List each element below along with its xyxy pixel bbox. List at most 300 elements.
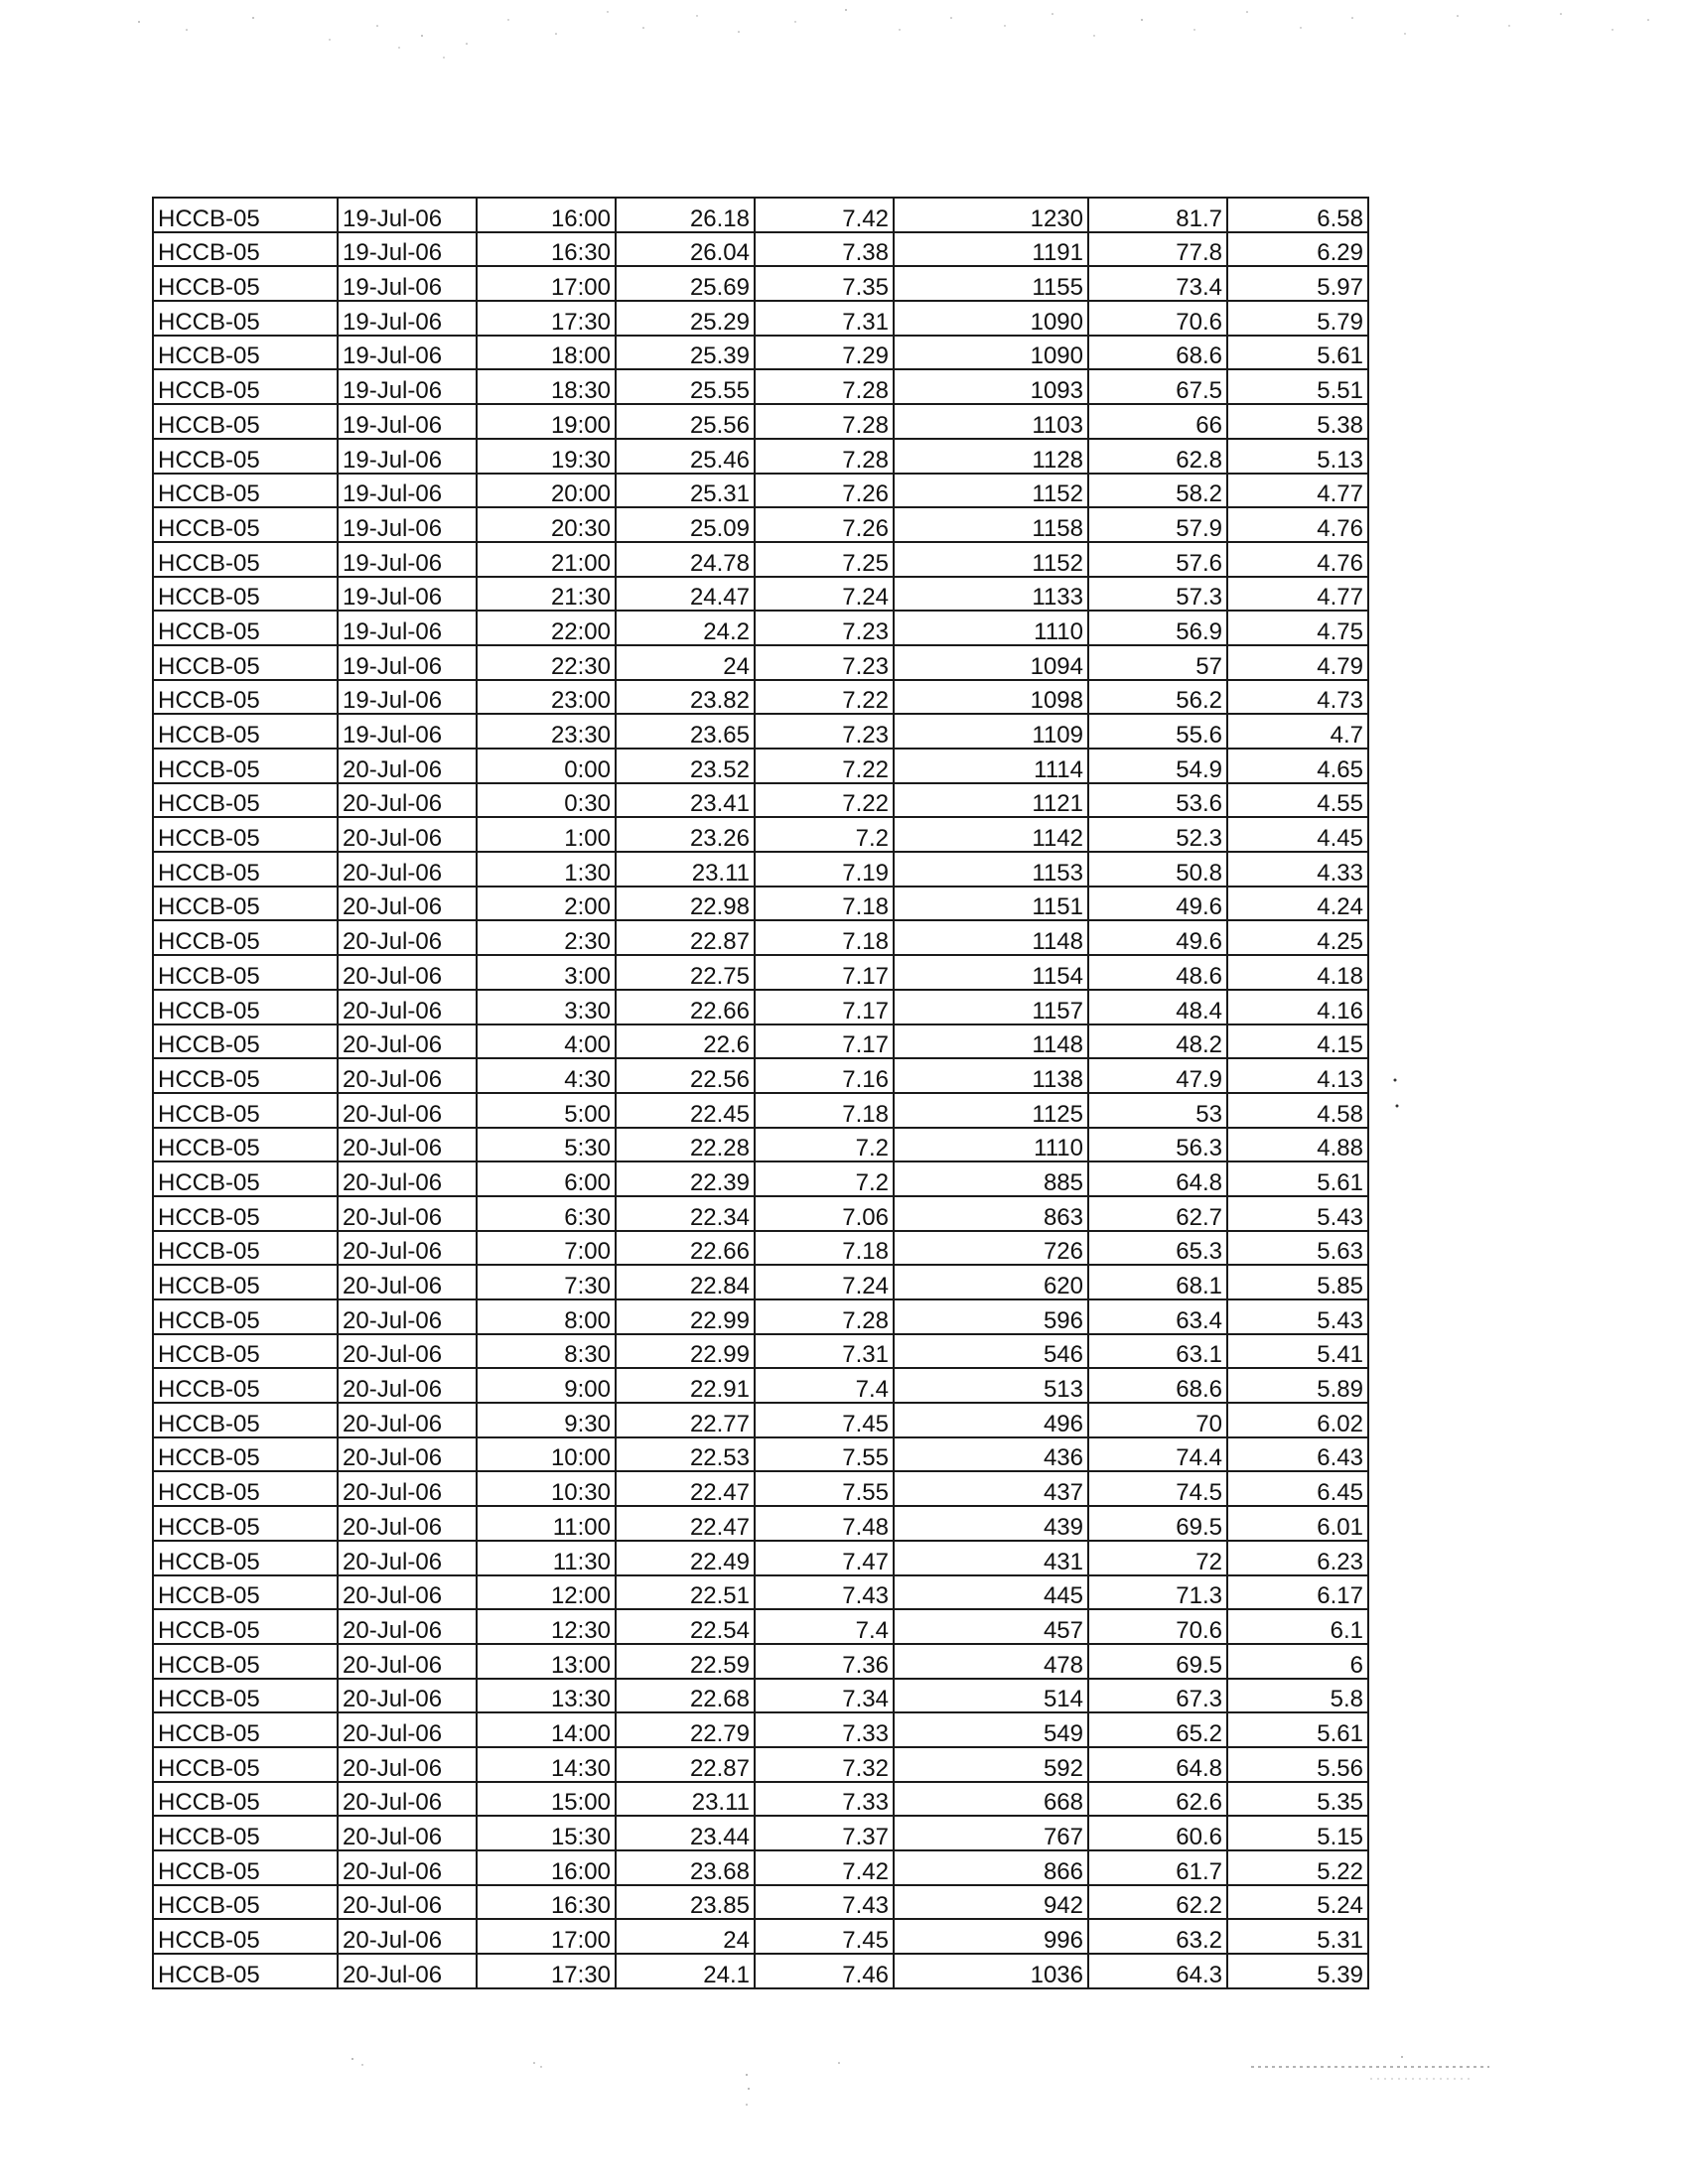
table-row xyxy=(153,577,1368,612)
conductivity-cell: 1036 xyxy=(894,1954,1088,1988)
ph-cell: 7.37 xyxy=(755,1816,894,1850)
temperature-cell: 23.26 xyxy=(616,817,755,852)
date-cell: 19-Jul-06 xyxy=(338,439,477,474)
ph-cell: 7.23 xyxy=(755,645,894,680)
conductivity-cell: 1114 xyxy=(894,749,1088,783)
dissolved-oxygen-cell: 4.45 xyxy=(1227,817,1368,852)
dissolved-oxygen-cell: 5.79 xyxy=(1227,301,1368,336)
ph-cell: 7.17 xyxy=(755,990,894,1024)
time-cell: 5:30 xyxy=(477,1128,616,1162)
scan-noise-margin xyxy=(1385,1072,1415,1112)
date-cell: 20-Jul-06 xyxy=(338,1403,477,1437)
dissolved-oxygen-cell: 6.02 xyxy=(1227,1403,1368,1437)
ph-cell: 7.18 xyxy=(755,1093,894,1128)
do-saturation-cell: 60.6 xyxy=(1088,1816,1227,1850)
table-row xyxy=(153,1128,1368,1162)
do-saturation-cell: 68.1 xyxy=(1088,1265,1227,1299)
time-cell: 8:30 xyxy=(477,1334,616,1369)
date-cell: 20-Jul-06 xyxy=(338,1299,477,1334)
time-cell: 5:00 xyxy=(477,1093,616,1128)
dissolved-oxygen-cell: 5.13 xyxy=(1227,439,1368,474)
do-saturation-cell: 70.6 xyxy=(1088,1609,1227,1644)
dissolved-oxygen-cell: 5.51 xyxy=(1227,369,1368,404)
table-row xyxy=(153,1575,1368,1610)
table-row xyxy=(153,1609,1368,1644)
station-id-cell: HCCB-05 xyxy=(153,749,338,783)
temperature-cell: 22.56 xyxy=(616,1058,755,1093)
temperature-cell: 22.49 xyxy=(616,1541,755,1575)
table-row xyxy=(153,1506,1368,1541)
temperature-cell: 24.2 xyxy=(616,611,755,645)
ph-cell: 7.38 xyxy=(755,232,894,267)
temperature-cell: 22.34 xyxy=(616,1196,755,1231)
ph-cell: 7.29 xyxy=(755,336,894,370)
do-saturation-cell: 67.5 xyxy=(1088,369,1227,404)
date-cell: 19-Jul-06 xyxy=(338,369,477,404)
temperature-cell: 23.85 xyxy=(616,1885,755,1920)
station-id-cell: HCCB-05 xyxy=(153,1782,338,1817)
temperature-cell: 24.47 xyxy=(616,577,755,612)
temperature-cell: 22.54 xyxy=(616,1609,755,1644)
do-saturation-cell: 71.3 xyxy=(1088,1575,1227,1610)
do-saturation-cell: 70 xyxy=(1088,1403,1227,1437)
table-row xyxy=(153,1850,1368,1885)
ph-cell: 7.4 xyxy=(755,1368,894,1403)
time-cell: 19:30 xyxy=(477,439,616,474)
dissolved-oxygen-cell: 4.75 xyxy=(1227,611,1368,645)
do-saturation-cell: 62.2 xyxy=(1088,1885,1227,1920)
do-saturation-cell: 49.6 xyxy=(1088,920,1227,955)
ph-cell: 7.2 xyxy=(755,817,894,852)
time-cell: 3:00 xyxy=(477,955,616,990)
station-id-cell: HCCB-05 xyxy=(153,369,338,404)
date-cell: 20-Jul-06 xyxy=(338,1954,477,1988)
date-cell: 19-Jul-06 xyxy=(338,577,477,612)
temperature-cell: 25.69 xyxy=(616,266,755,301)
time-cell: 19:00 xyxy=(477,404,616,439)
dissolved-oxygen-cell: 5.61 xyxy=(1227,336,1368,370)
time-cell: 15:00 xyxy=(477,1782,616,1817)
station-id-cell: HCCB-05 xyxy=(153,1747,338,1782)
ph-cell: 7.2 xyxy=(755,1128,894,1162)
time-cell: 6:00 xyxy=(477,1161,616,1196)
table-row xyxy=(153,301,1368,336)
dissolved-oxygen-cell: 4.7 xyxy=(1227,714,1368,749)
dissolved-oxygen-cell: 4.65 xyxy=(1227,749,1368,783)
time-cell: 17:00 xyxy=(477,1919,616,1954)
temperature-cell: 25.55 xyxy=(616,369,755,404)
table-row xyxy=(153,232,1368,267)
ph-cell: 7.23 xyxy=(755,611,894,645)
temperature-cell: 22.98 xyxy=(616,887,755,921)
do-saturation-cell: 66 xyxy=(1088,404,1227,439)
ph-cell: 7.48 xyxy=(755,1506,894,1541)
conductivity-cell: 1155 xyxy=(894,266,1088,301)
dissolved-oxygen-cell: 6.01 xyxy=(1227,1506,1368,1541)
date-cell: 20-Jul-06 xyxy=(338,1231,477,1266)
scan-noise-bottom xyxy=(0,2005,1684,2124)
date-cell: 20-Jul-06 xyxy=(338,1575,477,1610)
time-cell: 14:00 xyxy=(477,1712,616,1747)
temperature-cell: 22.6 xyxy=(616,1024,755,1059)
temperature-cell: 23.44 xyxy=(616,1816,755,1850)
conductivity-cell: 1152 xyxy=(894,542,1088,577)
temperature-cell: 22.47 xyxy=(616,1506,755,1541)
dissolved-oxygen-cell: 4.33 xyxy=(1227,852,1368,887)
time-cell: 0:30 xyxy=(477,783,616,818)
conductivity-cell: 1109 xyxy=(894,714,1088,749)
do-saturation-cell: 54.9 xyxy=(1088,749,1227,783)
conductivity-cell: 1128 xyxy=(894,439,1088,474)
temperature-cell: 22.99 xyxy=(616,1334,755,1369)
table-row xyxy=(153,1541,1368,1575)
conductivity-cell: 478 xyxy=(894,1644,1088,1679)
dissolved-oxygen-cell: 5.43 xyxy=(1227,1196,1368,1231)
temperature-cell: 22.77 xyxy=(616,1403,755,1437)
ph-cell: 7.33 xyxy=(755,1782,894,1817)
station-id-cell: HCCB-05 xyxy=(153,232,338,267)
temperature-cell: 24 xyxy=(616,645,755,680)
ph-cell: 7.25 xyxy=(755,542,894,577)
table-row xyxy=(153,1093,1368,1128)
conductivity-cell: 668 xyxy=(894,1782,1088,1817)
station-id-cell: HCCB-05 xyxy=(153,852,338,887)
do-saturation-cell: 56.2 xyxy=(1088,680,1227,715)
station-id-cell: HCCB-05 xyxy=(153,680,338,715)
dissolved-oxygen-cell: 6.1 xyxy=(1227,1609,1368,1644)
do-saturation-cell: 58.2 xyxy=(1088,474,1227,508)
station-id-cell: HCCB-05 xyxy=(153,474,338,508)
date-cell: 20-Jul-06 xyxy=(338,920,477,955)
temperature-cell: 24.1 xyxy=(616,1954,755,1988)
conductivity-cell: 1090 xyxy=(894,301,1088,336)
station-id-cell: HCCB-05 xyxy=(153,577,338,612)
time-cell: 2:30 xyxy=(477,920,616,955)
dissolved-oxygen-cell: 4.55 xyxy=(1227,783,1368,818)
time-cell: 17:30 xyxy=(477,1954,616,1988)
ph-cell: 7.36 xyxy=(755,1644,894,1679)
table-row xyxy=(153,1231,1368,1266)
do-saturation-cell: 47.9 xyxy=(1088,1058,1227,1093)
dissolved-oxygen-cell: 4.58 xyxy=(1227,1093,1368,1128)
dissolved-oxygen-cell: 4.73 xyxy=(1227,680,1368,715)
time-cell: 23:30 xyxy=(477,714,616,749)
do-saturation-cell: 77.8 xyxy=(1088,232,1227,267)
station-id-cell: HCCB-05 xyxy=(153,1231,338,1266)
ph-cell: 7.45 xyxy=(755,1403,894,1437)
dissolved-oxygen-cell: 5.35 xyxy=(1227,1782,1368,1817)
conductivity-cell: 942 xyxy=(894,1885,1088,1920)
do-saturation-cell: 73.4 xyxy=(1088,266,1227,301)
conductivity-cell: 1094 xyxy=(894,645,1088,680)
date-cell: 20-Jul-06 xyxy=(338,1265,477,1299)
temperature-cell: 22.53 xyxy=(616,1437,755,1472)
date-cell: 20-Jul-06 xyxy=(338,1334,477,1369)
conductivity-cell: 514 xyxy=(894,1679,1088,1713)
dissolved-oxygen-cell: 5.85 xyxy=(1227,1265,1368,1299)
conductivity-cell: 767 xyxy=(894,1816,1088,1850)
time-cell: 0:00 xyxy=(477,749,616,783)
conductivity-cell: 596 xyxy=(894,1299,1088,1334)
dissolved-oxygen-cell: 5.41 xyxy=(1227,1334,1368,1369)
station-id-cell: HCCB-05 xyxy=(153,955,338,990)
temperature-cell: 22.87 xyxy=(616,920,755,955)
temperature-cell: 24.78 xyxy=(616,542,755,577)
ph-cell: 7.18 xyxy=(755,920,894,955)
do-saturation-cell: 72 xyxy=(1088,1541,1227,1575)
ph-cell: 7.06 xyxy=(755,1196,894,1231)
station-id-cell: HCCB-05 xyxy=(153,1850,338,1885)
station-id-cell: HCCB-05 xyxy=(153,439,338,474)
temperature-cell: 23.82 xyxy=(616,680,755,715)
table-row xyxy=(153,645,1368,680)
table-row xyxy=(153,1954,1368,1988)
time-cell: 7:00 xyxy=(477,1231,616,1266)
dissolved-oxygen-cell: 5.63 xyxy=(1227,1231,1368,1266)
do-saturation-cell: 56.9 xyxy=(1088,611,1227,645)
temperature-cell: 26.18 xyxy=(616,198,755,232)
station-id-cell: HCCB-05 xyxy=(153,542,338,577)
table-row xyxy=(153,474,1368,508)
date-cell: 20-Jul-06 xyxy=(338,1471,477,1506)
date-cell: 20-Jul-06 xyxy=(338,990,477,1024)
conductivity-cell: 496 xyxy=(894,1403,1088,1437)
do-saturation-cell: 52.3 xyxy=(1088,817,1227,852)
table-row xyxy=(153,369,1368,404)
time-cell: 15:30 xyxy=(477,1816,616,1850)
conductivity-cell: 592 xyxy=(894,1747,1088,1782)
station-id-cell: HCCB-05 xyxy=(153,1437,338,1472)
time-cell: 1:00 xyxy=(477,817,616,852)
time-cell: 4:30 xyxy=(477,1058,616,1093)
temperature-cell: 22.28 xyxy=(616,1128,755,1162)
dissolved-oxygen-cell: 5.15 xyxy=(1227,1816,1368,1850)
table-row xyxy=(153,1368,1368,1403)
do-saturation-cell: 48.2 xyxy=(1088,1024,1227,1059)
table-row xyxy=(153,1058,1368,1093)
table-row xyxy=(153,611,1368,645)
conductivity-cell: 620 xyxy=(894,1265,1088,1299)
station-id-cell: HCCB-05 xyxy=(153,1679,338,1713)
table-row xyxy=(153,783,1368,818)
date-cell: 19-Jul-06 xyxy=(338,198,477,232)
temperature-cell: 25.46 xyxy=(616,439,755,474)
conductivity-cell: 1148 xyxy=(894,920,1088,955)
time-cell: 20:00 xyxy=(477,474,616,508)
date-cell: 19-Jul-06 xyxy=(338,232,477,267)
conductivity-cell: 1158 xyxy=(894,507,1088,542)
do-saturation-cell: 62.6 xyxy=(1088,1782,1227,1817)
do-saturation-cell: 53 xyxy=(1088,1093,1227,1128)
table-row xyxy=(153,887,1368,921)
date-cell: 19-Jul-06 xyxy=(338,645,477,680)
ph-cell: 7.35 xyxy=(755,266,894,301)
table-row xyxy=(153,336,1368,370)
time-cell: 14:30 xyxy=(477,1747,616,1782)
date-cell: 20-Jul-06 xyxy=(338,1919,477,1954)
table-row xyxy=(153,404,1368,439)
ph-cell: 7.22 xyxy=(755,749,894,783)
ph-cell: 7.31 xyxy=(755,1334,894,1369)
time-cell: 4:00 xyxy=(477,1024,616,1059)
date-cell: 19-Jul-06 xyxy=(338,714,477,749)
dissolved-oxygen-cell: 5.24 xyxy=(1227,1885,1368,1920)
dissolved-oxygen-cell: 5.56 xyxy=(1227,1747,1368,1782)
conductivity-cell: 1138 xyxy=(894,1058,1088,1093)
date-cell: 20-Jul-06 xyxy=(338,1024,477,1059)
do-saturation-cell: 64.8 xyxy=(1088,1161,1227,1196)
date-cell: 20-Jul-06 xyxy=(338,817,477,852)
conductivity-cell: 1142 xyxy=(894,817,1088,852)
temperature-cell: 22.66 xyxy=(616,1231,755,1266)
time-cell: 11:00 xyxy=(477,1506,616,1541)
time-cell: 10:30 xyxy=(477,1471,616,1506)
conductivity-cell: 1098 xyxy=(894,680,1088,715)
temperature-cell: 25.31 xyxy=(616,474,755,508)
do-saturation-cell: 63.2 xyxy=(1088,1919,1227,1954)
ph-cell: 7.22 xyxy=(755,680,894,715)
time-cell: 18:30 xyxy=(477,369,616,404)
station-id-cell: HCCB-05 xyxy=(153,990,338,1024)
conductivity-cell: 726 xyxy=(894,1231,1088,1266)
dissolved-oxygen-cell: 4.76 xyxy=(1227,507,1368,542)
conductivity-cell: 546 xyxy=(894,1334,1088,1369)
dissolved-oxygen-cell: 4.88 xyxy=(1227,1128,1368,1162)
ph-cell: 7.55 xyxy=(755,1437,894,1472)
ph-cell: 7.19 xyxy=(755,852,894,887)
station-id-cell: HCCB-05 xyxy=(153,1816,338,1850)
dissolved-oxygen-cell: 4.24 xyxy=(1227,887,1368,921)
date-cell: 20-Jul-06 xyxy=(338,955,477,990)
ph-cell: 7.4 xyxy=(755,1609,894,1644)
table-row xyxy=(153,542,1368,577)
time-cell: 16:30 xyxy=(477,232,616,267)
conductivity-cell: 1110 xyxy=(894,611,1088,645)
ph-cell: 7.43 xyxy=(755,1575,894,1610)
date-cell: 20-Jul-06 xyxy=(338,1161,477,1196)
dissolved-oxygen-cell: 4.25 xyxy=(1227,920,1368,955)
date-cell: 20-Jul-06 xyxy=(338,1644,477,1679)
temperature-cell: 23.41 xyxy=(616,783,755,818)
ph-cell: 7.18 xyxy=(755,887,894,921)
temperature-cell: 22.45 xyxy=(616,1093,755,1128)
time-cell: 7:30 xyxy=(477,1265,616,1299)
time-cell: 10:00 xyxy=(477,1437,616,1472)
table-row xyxy=(153,1334,1368,1369)
conductivity-cell: 1153 xyxy=(894,852,1088,887)
station-id-cell: HCCB-05 xyxy=(153,507,338,542)
dissolved-oxygen-cell: 5.61 xyxy=(1227,1161,1368,1196)
time-cell: 17:00 xyxy=(477,266,616,301)
station-id-cell: HCCB-05 xyxy=(153,1058,338,1093)
ph-cell: 7.31 xyxy=(755,301,894,336)
date-cell: 19-Jul-06 xyxy=(338,680,477,715)
conductivity-cell: 437 xyxy=(894,1471,1088,1506)
do-saturation-cell: 70.6 xyxy=(1088,301,1227,336)
table-row xyxy=(153,1644,1368,1679)
do-saturation-cell: 67.3 xyxy=(1088,1679,1227,1713)
do-saturation-cell: 57.3 xyxy=(1088,577,1227,612)
station-id-cell: HCCB-05 xyxy=(153,1712,338,1747)
table-row xyxy=(153,817,1368,852)
time-cell: 18:00 xyxy=(477,336,616,370)
do-saturation-cell: 57.9 xyxy=(1088,507,1227,542)
conductivity-cell: 885 xyxy=(894,1161,1088,1196)
do-saturation-cell: 74.5 xyxy=(1088,1471,1227,1506)
time-cell: 13:30 xyxy=(477,1679,616,1713)
ph-cell: 7.42 xyxy=(755,198,894,232)
do-saturation-cell: 57.6 xyxy=(1088,542,1227,577)
station-id-cell: HCCB-05 xyxy=(153,714,338,749)
table-row xyxy=(153,1885,1368,1920)
time-cell: 2:00 xyxy=(477,887,616,921)
time-cell: 6:30 xyxy=(477,1196,616,1231)
station-id-cell: HCCB-05 xyxy=(153,1128,338,1162)
station-id-cell: HCCB-05 xyxy=(153,336,338,370)
ph-cell: 7.17 xyxy=(755,955,894,990)
dissolved-oxygen-cell: 4.13 xyxy=(1227,1058,1368,1093)
table-row xyxy=(153,1403,1368,1437)
date-cell: 20-Jul-06 xyxy=(338,852,477,887)
conductivity-cell: 1148 xyxy=(894,1024,1088,1059)
do-saturation-cell: 64.8 xyxy=(1088,1747,1227,1782)
time-cell: 20:30 xyxy=(477,507,616,542)
table-row xyxy=(153,1471,1368,1506)
temperature-cell: 22.39 xyxy=(616,1161,755,1196)
conductivity-cell: 1230 xyxy=(894,198,1088,232)
date-cell: 20-Jul-06 xyxy=(338,1506,477,1541)
ph-cell: 7.18 xyxy=(755,1231,894,1266)
do-saturation-cell: 48.6 xyxy=(1088,955,1227,990)
do-saturation-cell: 49.6 xyxy=(1088,887,1227,921)
dissolved-oxygen-cell: 4.76 xyxy=(1227,542,1368,577)
dissolved-oxygen-cell: 5.31 xyxy=(1227,1919,1368,1954)
temperature-cell: 24 xyxy=(616,1919,755,1954)
table-row xyxy=(153,1816,1368,1850)
station-id-cell: HCCB-05 xyxy=(153,1575,338,1610)
temperature-cell: 23.11 xyxy=(616,1782,755,1817)
do-saturation-cell: 74.4 xyxy=(1088,1437,1227,1472)
temperature-cell: 22.87 xyxy=(616,1747,755,1782)
date-cell: 20-Jul-06 xyxy=(338,1850,477,1885)
measurement-table xyxy=(152,197,1369,1989)
ph-cell: 7.22 xyxy=(755,783,894,818)
temperature-cell: 25.29 xyxy=(616,301,755,336)
table-row xyxy=(153,1919,1368,1954)
do-saturation-cell: 56.3 xyxy=(1088,1128,1227,1162)
do-saturation-cell: 62.7 xyxy=(1088,1196,1227,1231)
table-row xyxy=(153,266,1368,301)
dissolved-oxygen-cell: 4.16 xyxy=(1227,990,1368,1024)
station-id-cell: HCCB-05 xyxy=(153,301,338,336)
dissolved-oxygen-cell: 6.17 xyxy=(1227,1575,1368,1610)
table-row xyxy=(153,955,1368,990)
table-row xyxy=(153,1265,1368,1299)
station-id-cell: HCCB-05 xyxy=(153,1644,338,1679)
ph-cell: 7.43 xyxy=(755,1885,894,1920)
table-row xyxy=(153,680,1368,715)
ph-cell: 7.26 xyxy=(755,507,894,542)
station-id-cell: HCCB-05 xyxy=(153,920,338,955)
ph-cell: 7.33 xyxy=(755,1712,894,1747)
temperature-cell: 22.91 xyxy=(616,1368,755,1403)
do-saturation-cell: 57 xyxy=(1088,645,1227,680)
date-cell: 19-Jul-06 xyxy=(338,404,477,439)
do-saturation-cell: 65.3 xyxy=(1088,1231,1227,1266)
table-body xyxy=(153,198,1368,1988)
do-saturation-cell: 55.6 xyxy=(1088,714,1227,749)
do-saturation-cell: 53.6 xyxy=(1088,783,1227,818)
